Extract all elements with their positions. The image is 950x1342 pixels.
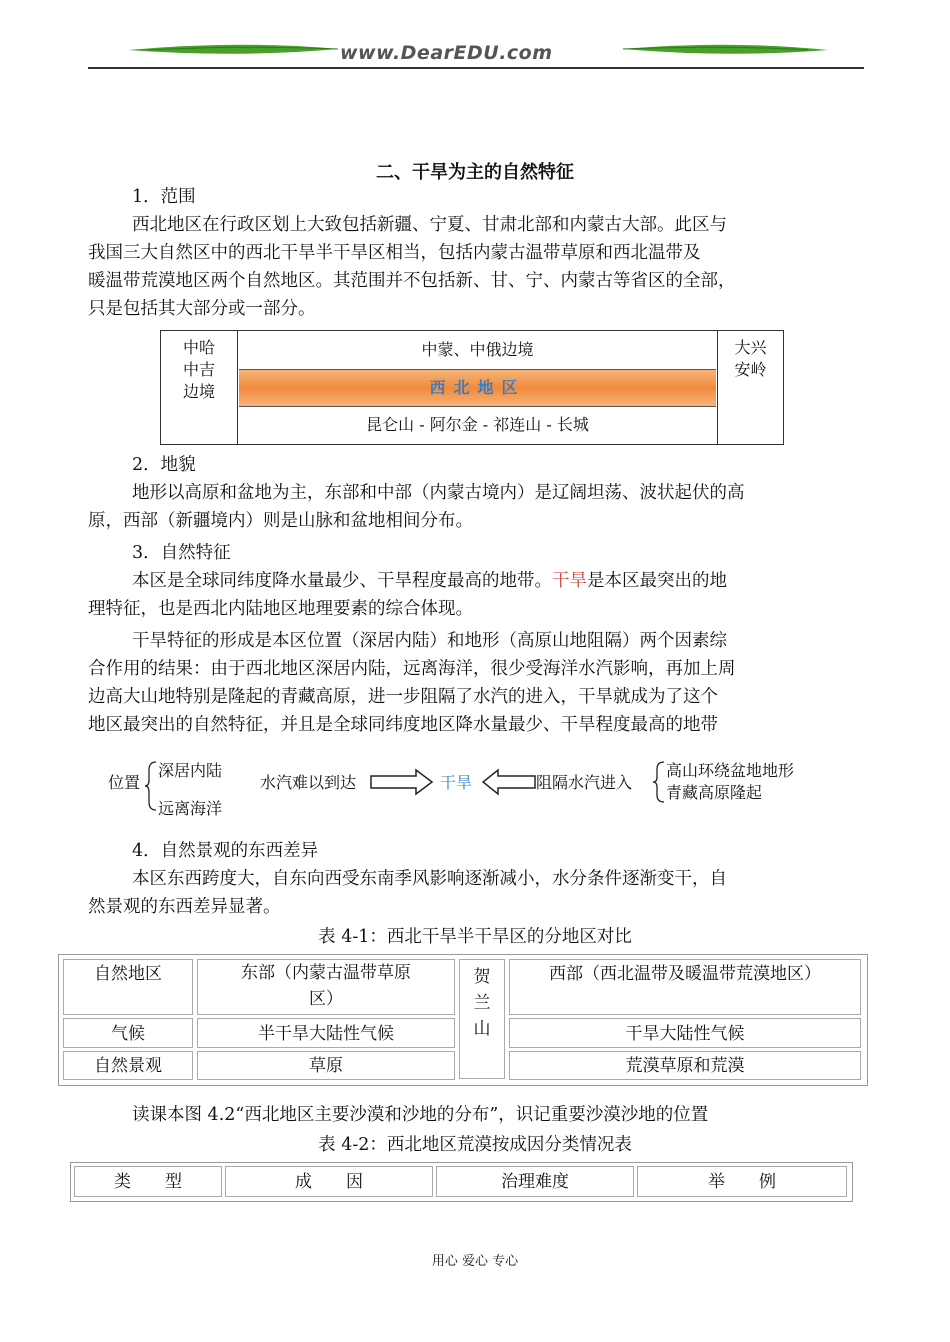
left-arrow-icon (482, 768, 536, 796)
s2-line-1: 地形以高原和盆地为主，东部和中部（内蒙古境内）是辽阔坦荡、波状起伏的高 (132, 483, 745, 503)
s3-para2-line3: 边高大山地特别是隆起的青藏高原，进一步阻隔了水汽的进入，干旱就成为了这个 (88, 687, 718, 707)
s2-heading: 2．地貌 (132, 455, 196, 475)
table1-caption: 表 4-1：西北干旱半干旱区的分地区对比 (318, 927, 632, 947)
s2-line-2: 原，西部（新疆境内）则是山脉和盆地相间分布。 (88, 511, 473, 531)
t1-helan-mountain: 贺 兰 山 (459, 959, 505, 1079)
header-divider (88, 67, 864, 69)
table-4-2 (70, 1162, 853, 1202)
t1-header-east: 东部（内蒙古温带草原 区） (197, 959, 455, 1015)
range-center-band: 西北地区 (239, 369, 716, 407)
reading-instruction: 读课本图 4.2“西北地区主要沙漠和沙地的分布”，识记重要沙漠沙地的位置 (132, 1105, 709, 1125)
s3-heading: 3．自然特征 (132, 543, 231, 563)
table2-caption: 表 4-2：西北地区荒漠按成因分类情况表 (318, 1135, 632, 1155)
s1-line-3: 暖温带荒漠地区两个自然地区。其范围并不包括新、甘、宁、内蒙古等省区的全部， (88, 271, 736, 291)
t1-header-west: 西部（西北温带及暖温带荒漠地区） (509, 959, 861, 1015)
s3-para1-line2: 理特征，也是西北内陆地区地理要素的综合体现。 (88, 599, 473, 619)
s4-heading: 4．自然景观的东西差异 (132, 841, 319, 861)
t2-header-example: 举 例 (637, 1166, 847, 1197)
drought-highlight: 干旱 (552, 571, 587, 591)
s3-para2-line1: 干旱特征的形成是本区位置（深居内陆）和地形（高原山地阻隔）两个因素综 (132, 631, 727, 651)
site-logo-text: www.DearEDU.com (340, 42, 553, 64)
s1-heading: 1．范围 (132, 187, 196, 207)
section-title: 二、干旱为主的自然特征 (376, 162, 574, 183)
t2-header-difficulty: 治理难度 (436, 1166, 634, 1197)
s3-para2-line2: 合作用的结果：由于西北地区深居内陆，远离海洋，很少受海洋水汽影响，再加上周 (88, 659, 736, 679)
t1-climate-west: 干旱大陆性气候 (509, 1018, 861, 1048)
diagram-center-drought: 干旱 (440, 773, 473, 792)
range-south-border: 昆仑山 - 阿尔金 - 祁连山 - 长城 (366, 415, 589, 434)
diagram-terrain-item-2: 青藏高原隆起 (666, 783, 763, 802)
right-brace-icon (652, 760, 666, 804)
left-brace-icon (144, 760, 158, 812)
s1-line-4: 只是包括其大部分或一部分。 (88, 299, 316, 319)
s3-para1-line1: 本区是全球同纬度降水量最少、干旱程度最高的地带。干旱是本区最突出的地 (132, 571, 727, 591)
t1-header-region: 自然地区 (63, 959, 193, 1015)
t1-landscape-east: 草原 (197, 1051, 455, 1080)
s4-line-1: 本区东西跨度大，自东向西受东南季风影响逐渐减小，水分条件逐渐变干，自 (132, 869, 727, 889)
drought-cause-diagram (100, 758, 860, 822)
s1-line-2: 我国三大自然区中的西北干旱半干旱区相当，包括内蒙古温带草原和西北温带及 (88, 243, 701, 263)
range-west-border: 中哈 中吉 边境 (161, 331, 238, 444)
diagram-pos-item-2: 远离海洋 (158, 799, 223, 818)
t1-landscape-label: 自然景观 (63, 1051, 193, 1080)
right-arrow-icon (370, 768, 434, 796)
diagram-right-text: 阻隔水汽进入 (536, 773, 633, 792)
range-north-border: 中蒙、中俄边境 (421, 340, 534, 359)
s1-line-1: 西北地区在行政区划上大致包括新疆、宁夏、甘肃北部和内蒙古大部。此区与 (132, 215, 727, 235)
diagram-pos-item-1: 深居内陆 (158, 761, 223, 780)
s3-para2-line4: 地区最突出的自然特征，并且是全球同纬度地区降水量最少、干旱程度最高的地带 (88, 715, 718, 735)
diagram-left-text: 水汽难以到达 (260, 773, 357, 792)
t1-climate-east: 半干旱大陆性气候 (197, 1018, 455, 1048)
s4-line-2: 然景观的东西差异显著。 (88, 897, 281, 917)
t1-climate-label: 气候 (63, 1018, 193, 1048)
table-4-1 (58, 954, 868, 1086)
t1-landscape-west: 荒漠草原和荒漠 (509, 1051, 861, 1080)
range-east-border: 大兴 安岭 (717, 331, 783, 444)
diagram-position-label: 位置 (108, 773, 141, 792)
page-footer: 用心 爱心 专心 (431, 1254, 519, 1269)
t2-header-cause: 成 因 (225, 1166, 433, 1197)
t2-header-type: 类 型 (74, 1166, 222, 1197)
range-diagram-table (160, 330, 784, 445)
diagram-terrain-item-1: 高山环绕盆地地形 (666, 761, 795, 780)
